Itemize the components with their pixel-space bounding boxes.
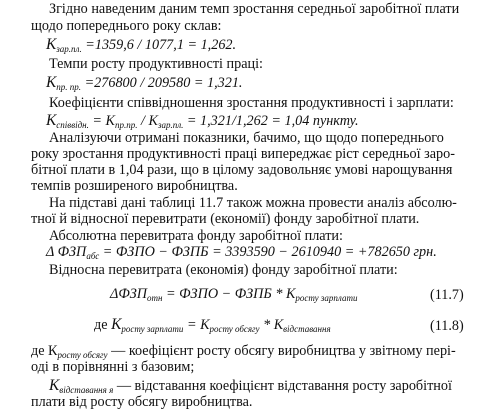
p4-line-1: Аналізуючи отримані показники, бачимо, що щодо попереднього — [49, 130, 444, 146]
p4-line-3: бітної плати в 1,04 рази, що в цілому задовольняє умові нарощування — [31, 162, 453, 178]
p2-line-1: Темпи росту продуктивності праці: — [49, 56, 263, 72]
formula-11-8 — [94, 317, 331, 333]
formula-wage-growth — [46, 37, 236, 53]
formula-part: = ФЗПО − ФЗПБ * К — [166, 286, 296, 302]
equation-number-11-7: (11.7) — [430, 287, 464, 303]
formula-sub: росту обсягу — [209, 324, 260, 334]
formula-productivity-growth — [46, 75, 242, 91]
formula-sub: пр.пр. — [114, 120, 138, 130]
p8-line-2: плати від росту обсягу виробництва. — [31, 394, 253, 410]
formula-sub: росту зарплати — [295, 293, 358, 303]
p4-line-2: року зростання продуктивності праці випереджає ріст середньої заро- — [31, 146, 455, 162]
p6-line-1: Відносна перевитрата (економія) фонду заробітної плати: — [49, 262, 398, 278]
p4-line-4: темпів розширеного виробництва. — [31, 178, 238, 194]
formula-sub: зар.пл. — [157, 120, 184, 130]
p5-line-1: На підставі дані таблиці 11.7 також можна провести аналіз абсолю- — [49, 195, 457, 211]
formula-part: / К — [141, 113, 158, 129]
formula-sub: співвідн. — [56, 120, 89, 130]
formula-sub: відставання — [283, 324, 331, 334]
p7-sub: росту обсягу — [57, 350, 108, 360]
formula-part: = К — [186, 317, 210, 333]
formula-part: = К — [92, 113, 115, 129]
formula-k: К — [46, 36, 57, 53]
formula-sub: абс — [86, 251, 100, 261]
p7-line-1 — [31, 344, 456, 359]
formula-expr: =1359,6 / 1077,1 = 1,262. — [85, 37, 237, 53]
formula-ratio — [46, 113, 359, 129]
p1-line-2: щодо попереднього року склав: — [31, 18, 222, 34]
p8-rest: — відставання коефіцієнт відставання росту заробітної — [116, 378, 452, 394]
formula-expr: =276800 / 209580 = 1,321. — [84, 75, 243, 91]
formula-sub: пр. пр. — [56, 82, 82, 92]
p8-sub: відставання я — [59, 385, 114, 395]
formula-sub: отн — [147, 293, 163, 303]
p7-rest: — коефіцієнт росту обсягу виробництва у звітному пері- — [111, 343, 456, 359]
formula-lhs: Δ ФЗП — [46, 244, 87, 260]
p5-line-2: тної й відносної перевитрати (економії) фонду заробітної плати. — [31, 211, 420, 227]
formula-de: де — [94, 317, 108, 333]
formula-k: К — [46, 112, 57, 129]
p8-line-1 — [49, 378, 452, 394]
p3-line-1: Коефіцієнти співвідношення зростання продуктивності і зарплати: — [49, 95, 454, 111]
formula-11-7 — [110, 287, 357, 302]
formula-k: К — [111, 316, 122, 333]
formula-absolute-overspend — [46, 245, 437, 260]
formula-k: К — [46, 74, 57, 91]
p5-line-3: Абсолютна перевитрата фонду заробітної плати: — [49, 228, 343, 244]
formula-part: * К — [263, 317, 284, 333]
formula-expr: = 1,321/1,262 = 1,04 пункту. — [186, 113, 359, 129]
p8-k: К — [49, 377, 60, 394]
formula-expr: = ФЗПО − ФЗПБ = 3393590 − 2610940 = +782650 грн. — [102, 244, 437, 260]
p7-line-2: оді в порівнянні з базовим; — [31, 359, 195, 375]
p7-lead: де К — [31, 343, 58, 359]
p1-line-1: Згідно наведеним даним темп зростання середньої заробітної плати — [49, 1, 460, 17]
formula-sub: зар.пл. — [56, 44, 82, 54]
equation-number-11-8: (11.8) — [430, 318, 464, 334]
formula-lhs: ΔФЗП — [110, 286, 148, 302]
formula-sub: росту зарплати — [121, 324, 184, 334]
